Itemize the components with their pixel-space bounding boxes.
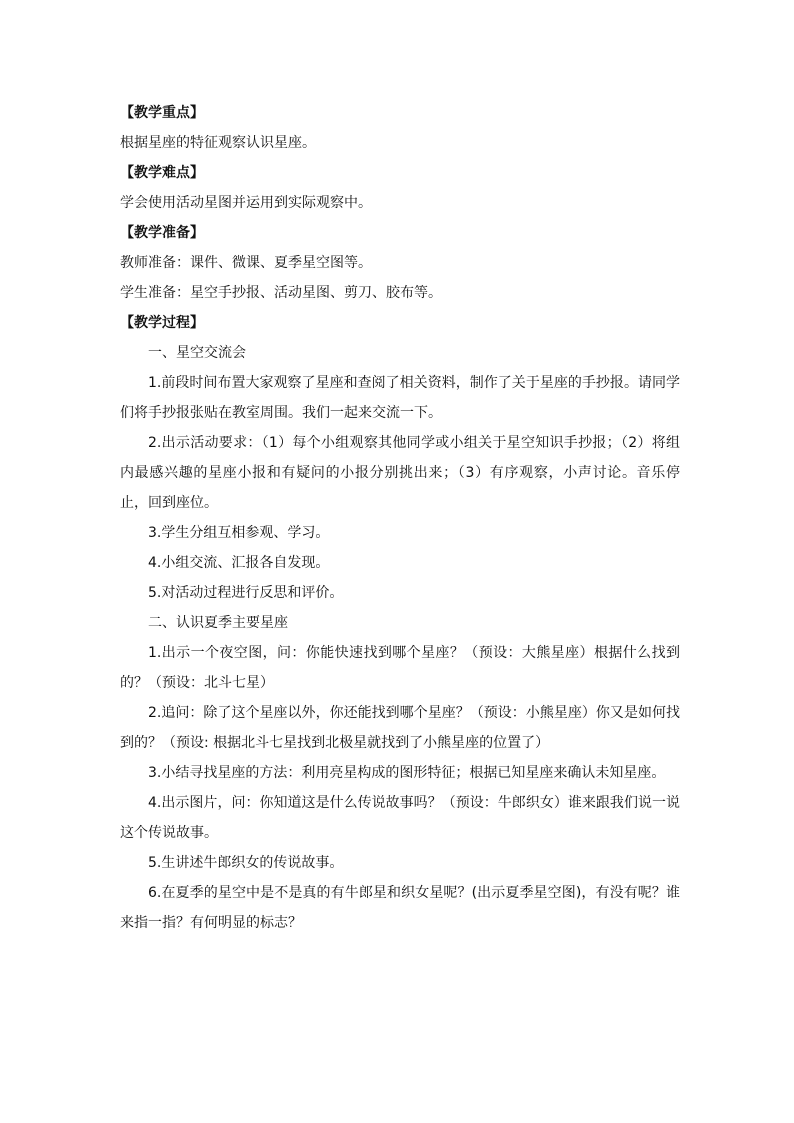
key-point-text: 根据星座的特征观察认识星座。 [120,135,316,151]
part2-title: 二、认识夏季主要星座 [148,615,288,631]
part2-item-2: 2.追问：除了这个星座以外，你还能找到哪个星座？（预设：小熊星座）你又是如何找到的？（预设: 根据北斗七星找到北极星就找到了小熊星座的位置了） [120,705,680,751]
part2-item-3: 3.小结寻找星座的方法：利用亮星构成的图形特征；根据已知星座来确认未知星座。 [148,765,666,781]
part1-item-2: 2.出示活动要求：（1）每个小组观察其他同学或小组关于星空知识手抄报；（2）将组内最感兴趣的星座小报和有疑问的小报分别挑出来；（3）有序观察，小声讨论。音乐停止，回到座位。 [120,435,680,511]
part1-item-3: 3.学生分组互相参观、学习。 [148,525,330,541]
student-preparation: 学生准备：星空手抄报、活动星图、剪刀、胶布等。 [120,285,442,301]
heading-process: 【教学过程】 [120,315,204,331]
heading-key-point: 【教学重点】 [120,105,204,121]
part1-item-1: 1.前段时间布置大家观察了星座和查阅了相关资料，制作了关于星座的手抄报。请同学们将手抄报张贴在教室周围。我们一起来交流一下。 [120,375,680,421]
part1-item-4: 4.小组交流、汇报各自发现。 [148,555,330,571]
part1-item-5: 5.对活动过程进行反思和评价。 [148,585,344,601]
part2-item-5: 5.生讲述牛郎织女的传说故事。 [148,855,344,871]
part2-item-1: 1.出示一个夜空图，问：你能快速找到哪个星座？（预设：大熊星座）根据什么找到的？（预设：北斗七星） [120,645,680,691]
part1-title: 一、星空交流会 [148,345,246,361]
heading-preparation: 【教学准备】 [120,225,204,241]
teacher-preparation: 教师准备：课件、微课、夏季星空图等。 [120,255,372,271]
difficulty-text: 学会使用活动星图并运用到实际观察中。 [120,195,372,211]
part2-item-4: 4.出示图片，问：你知道这是什么传说故事吗？（预设：牛郎织女）谁来跟我们说一说这个传说故事。 [120,795,680,841]
part2-item-6: 6.在夏季的星空中是不是真的有牛郎星和织女星呢？(出示夏季星空图)，有没有呢？谁来指一指？有何明显的标志？ [120,885,680,931]
document-body [120,98,680,938]
heading-difficulty: 【教学难点】 [120,165,204,181]
